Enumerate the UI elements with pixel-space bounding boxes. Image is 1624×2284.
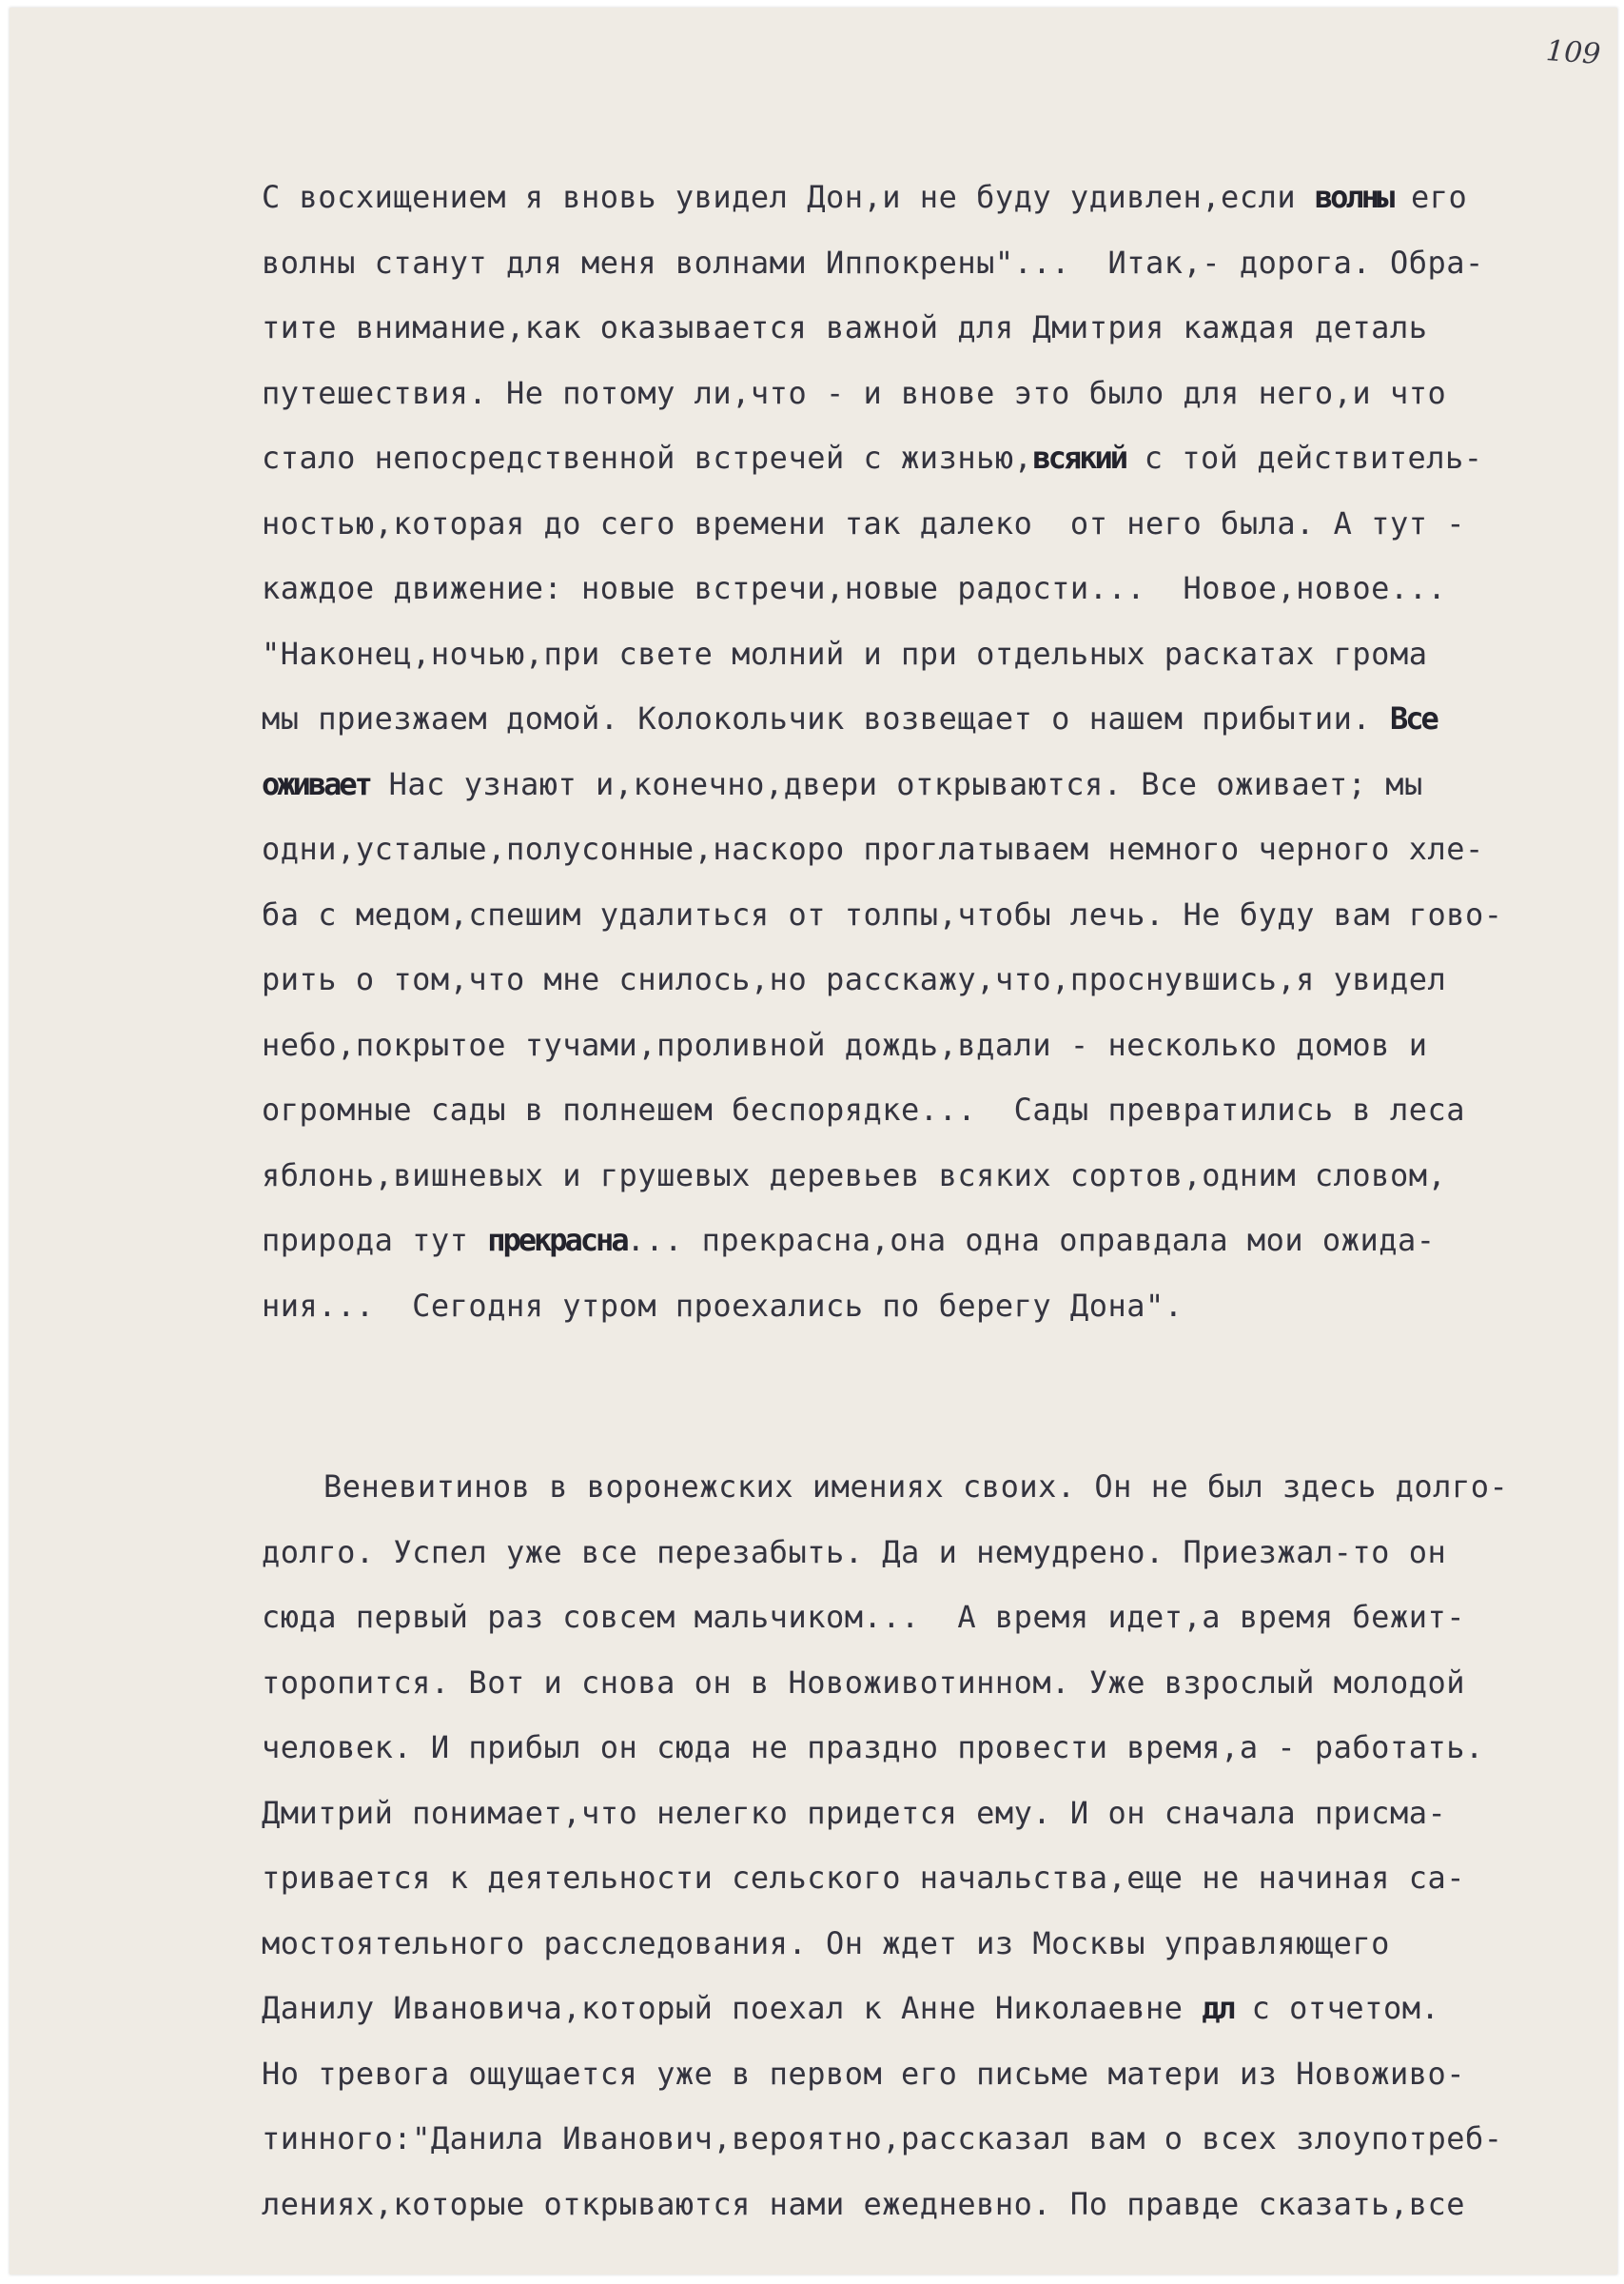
text-line: Дмитрий понимает,что нелегко придется ему. И он сначала присма- — [262, 1794, 1447, 1831]
text-line: торопится. Вот и снова он в Новоживотинном. Уже взрослый молодой — [262, 1664, 1465, 1701]
text-line: мостоятельного расследования. Он ждет из Москвы управляющего — [262, 1924, 1390, 1961]
overtyped-word: всякий — [1032, 440, 1125, 476]
page-number: 109 — [1544, 34, 1602, 71]
text-line: рить о том,что мне снилось,но расскажу,что,проснувшись,я увидел — [262, 961, 1447, 997]
text-line: ностью,которая до сего времени так далеко от него была. А тут - — [262, 504, 1465, 541]
text-line — [262, 1208, 1594, 1273]
text-line: яблонь,вишневых и грушевых деревьев всяких сортов,одним словом, — [262, 1156, 1447, 1193]
text-line — [262, 165, 1594, 230]
text-line: волны станут для меня волнами Иппокрены"... Итак,- дорога. Обра- — [262, 244, 1484, 281]
paragraph-diary-quote — [262, 165, 1594, 1338]
text-line: лениях,которые открываются нами ежедневно. По правде сказать,все — [262, 2185, 1465, 2222]
text-line: путешествия. Не потому ли,что - и внове это было для него,и что — [262, 374, 1447, 411]
text-line: ния... Сегодня утром проехались по берегу Дона". — [262, 1287, 1184, 1324]
overtyped-word: прекрасна — [487, 1222, 627, 1258]
text-line: одни,усталые,полусонные,наскоро проглатываем немного черного хле- — [262, 831, 1484, 867]
text-segment: с отчетом. — [1232, 1990, 1440, 2026]
text-line: тинного:"Данила Иванович,вероятно,рассказал вам о всех злоупотреб- — [262, 2120, 1503, 2156]
text-segment: стало непосредственной встречей с жизнью, — [262, 440, 1033, 476]
typewritten-page — [10, 8, 1617, 2274]
text-segment: ... прекрасна,она одна оправдала мои ожида- — [626, 1222, 1436, 1258]
text-segment: природа тут — [262, 1222, 488, 1258]
text-line: каждое движение: новые встречи,новые радости... Новое,новое... — [262, 570, 1447, 606]
overtyped-word: волны — [1314, 179, 1393, 215]
text-segment: мы приезжаем домой. Колокольчик возвещает о нашем прибытии. — [262, 700, 1390, 737]
text-segment: С восхищением я вновь увидел Дон,и не буду удивлен,если — [262, 179, 1315, 215]
text-line: сюда первый раз совсем мальчиком... А время идет,а время бежит- — [262, 1599, 1465, 1635]
overtyped-word: дл — [1202, 1990, 1233, 2026]
text-line: небо,покрытое тучами,проливной дождь,вдали - несколько домов и — [262, 1026, 1428, 1063]
paragraph-voronezh-estates — [262, 1454, 1594, 2236]
text-line: тривается к деятельности сельского начальства,еще не начиная са- — [262, 1860, 1465, 1896]
text-segment: с той действитель- — [1125, 440, 1483, 476]
text-line: Но тревога ощущается уже в первом его письме матери из Новоживо- — [262, 2055, 1465, 2092]
text-line: ба с медом,спешим удалиться от толпы,чтобы лечь. Не буду вам гово- — [262, 896, 1503, 933]
overtyped-word: оживает — [262, 765, 370, 802]
text-line — [262, 752, 1594, 817]
text-line: огромные сады в полнешем беспорядке... Сады превратились в леса — [262, 1092, 1465, 1128]
text-line — [262, 686, 1594, 752]
text-line — [262, 425, 1594, 491]
text-line — [262, 1976, 1594, 2041]
text-line: долго. Успел уже все перезабыть. Да и немудрено. Приезжал-то он — [262, 1533, 1447, 1570]
overtyped-word: Все — [1389, 700, 1437, 737]
text-segment: Нас узнают и,конечно,двери открываются. Все оживает; мы — [369, 765, 1423, 802]
text-line: "Наконец,ночью,при свете молний и при отдельных раскатах грома — [262, 635, 1428, 672]
text-line: тите внимание,как оказывается важной для Дмитрия каждая деталь — [262, 309, 1428, 345]
text-segment: Данилу Ивановича,который поехал к Анне Николаевне — [262, 1990, 1203, 2026]
text-line: человек. И прибыл он сюда не праздно провести время,а - работать. — [262, 1729, 1484, 1765]
text-line: Веневитинов в воронежских имениях своих. Он не был здесь долго- — [323, 1468, 1509, 1505]
text-segment: его — [1392, 179, 1468, 215]
